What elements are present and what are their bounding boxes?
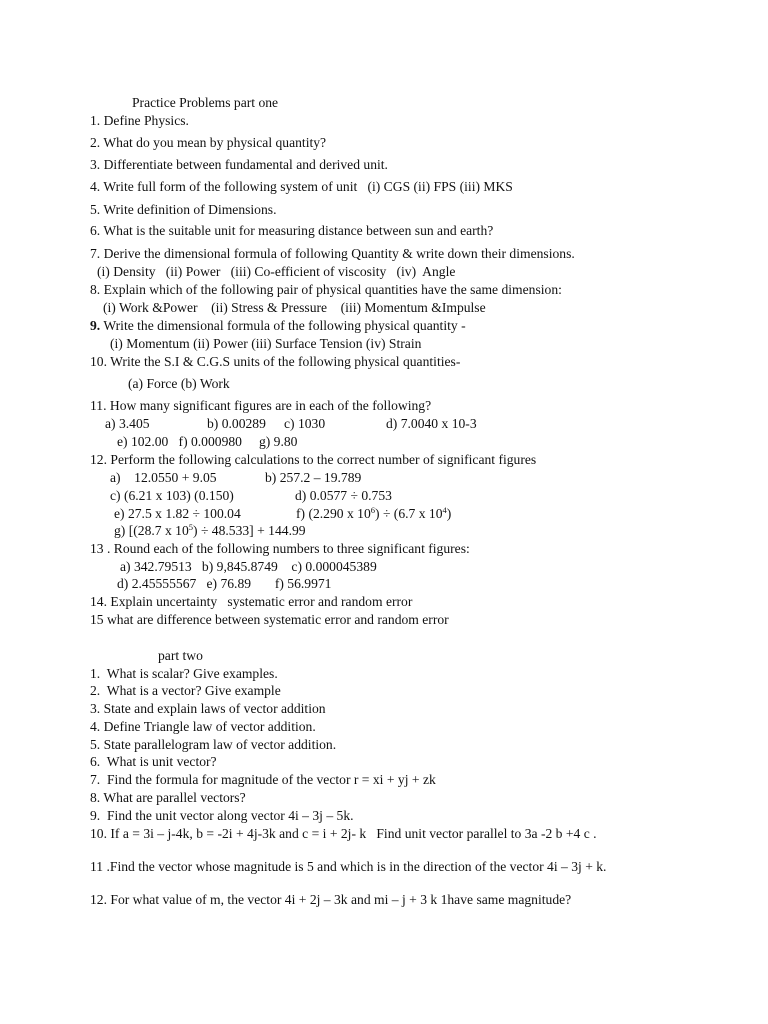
- p1-q10: 10. Write the S.I & C.G.S units of the following physical quantities-: [90, 354, 461, 369]
- p1-q12-f-part1: f) (2.290 x 10: [296, 506, 371, 521]
- p1-q13-abc: a) 342.79513 b) 9,845.8749 c) 0.000045389: [120, 559, 377, 574]
- p2-q12: 12. For what value of m, the vector 4i + 2j – 3k and mi – j + 3 k 1have same magnitude?: [90, 892, 572, 907]
- p1-q12-f: [296, 506, 451, 522]
- p1-q12-a: a) 12.0550 + 9.05: [110, 470, 217, 485]
- p2-q2: 2. What is a vector? Give example: [90, 683, 281, 698]
- p1-q8-options: (i) Work &Power (ii) Stress & Pressure (iii) Momentum &Impulse: [103, 300, 486, 315]
- p2-q6: 6. What is unit vector?: [90, 754, 217, 769]
- p2-q8: 8. What are parallel vectors?: [90, 790, 246, 805]
- p2-q4: 4. Define Triangle law of vector addition.: [90, 719, 316, 734]
- p1-q7: 7. Derive the dimensional formula of following Quantity & write down their dimensions.: [90, 246, 575, 261]
- p1-q12-g-exponent: 5: [188, 522, 194, 532]
- p1-q12-f-exponent2: 4: [442, 505, 447, 515]
- p1-q14: 14. Explain uncertainty systematic error and random error: [90, 594, 413, 609]
- p1-q12-f-part2: ) ÷ (6.7 x 10: [375, 506, 443, 521]
- p1-q12-g-part1: g) [(28.7 x 10: [114, 523, 189, 538]
- p1-q2: 2. What do you mean by physical quantity?: [90, 135, 327, 150]
- p1-q15: 15 what are difference between systematic error and random error: [90, 612, 449, 627]
- p2-q11: 11 .Find the vector whose magnitude is 5 and which is in the direction of the vector 4i – 3j + k.: [90, 859, 607, 874]
- p1-q12-b: b) 257.2 – 19.789: [265, 470, 362, 485]
- p1-q12-f-exponent1: 6: [370, 505, 376, 515]
- p1-q9: [90, 318, 466, 334]
- part-two-title: part two: [158, 648, 203, 663]
- p1-q11-a: a) 3.405: [105, 416, 150, 431]
- p1-q8: 8. Explain which of the following pair of physical quantities have the same dimension:: [90, 282, 562, 297]
- p1-q11-efg: e) 102.00 f) 0.000980 g) 9.80: [117, 434, 298, 449]
- p2-q3: 3. State and explain laws of vector addition: [90, 701, 326, 716]
- p1-q12-g: [114, 523, 306, 539]
- p1-q9-number: 9.: [90, 318, 101, 333]
- p1-q4: 4. Write full form of the following system of unit (i) CGS (ii) FPS (iii) MKS: [90, 179, 513, 194]
- p1-q3: 3. Differentiate between fundamental and derived unit.: [90, 157, 388, 172]
- p1-q9-options: (i) Momentum (ii) Power (iii) Surface Tension (iv) Strain: [110, 336, 422, 351]
- p1-q12-g-part2: ) ÷ 48.533] + 144.99: [193, 523, 306, 538]
- p1-q11-d: d) 7.0040 x 10-3: [386, 416, 477, 431]
- p1-q13-def: d) 2.45555567 e) 76.89 f) 56.9971: [117, 576, 332, 591]
- part-one-title: Practice Problems part one: [132, 95, 279, 110]
- p1-q12-e: e) 27.5 x 1.82 ÷ 100.04: [114, 506, 241, 521]
- p2-q9: 9. Find the unit vector along vector 4i – 3j – 5k.: [90, 808, 354, 823]
- p1-q12-c: c) (6.21 x 103) (0.150): [110, 488, 234, 503]
- p1-q12: 12. Perform the following calculations to the correct number of significant figures: [90, 452, 537, 467]
- p2-q7: 7. Find the formula for magnitude of the vector r = xi + yj + zk: [90, 772, 436, 787]
- p1-q1: 1. Define Physics.: [90, 113, 189, 128]
- p1-q7-options: (i) Density (ii) Power (iii) Co-efficient of viscosity (iv) Angle: [97, 264, 456, 279]
- p1-q5: 5. Write definition of Dimensions.: [90, 202, 277, 217]
- p1-q12-d: d) 0.0577 ÷ 0.753: [295, 488, 392, 503]
- p1-q13: 13 . Round each of the following numbers to three significant figures:: [90, 541, 470, 556]
- p2-q5: 5. State parallelogram law of vector addition.: [90, 737, 337, 752]
- p2-q1: 1. What is scalar? Give examples.: [90, 666, 278, 681]
- p2-q10: 10. If a = 3i – j-4k, b = -2i + 4j-3k and c = i + 2j- k Find unit vector parallel to 3a -2 b +4 c .: [90, 826, 597, 841]
- p1-q9-text: Write the dimensional formula of the following physical quantity -: [100, 318, 466, 333]
- p1-q11-c: c) 1030: [284, 416, 326, 431]
- p1-q11: 11. How many significant figures are in each of the following?: [90, 398, 432, 413]
- p1-q12-f-part3: ): [446, 506, 452, 521]
- p1-q11-b: b) 0.00289: [207, 416, 266, 431]
- p1-q6: 6. What is the suitable unit for measuring distance between sun and earth?: [90, 223, 494, 238]
- p1-q10-options: (a) Force (b) Work: [128, 376, 230, 391]
